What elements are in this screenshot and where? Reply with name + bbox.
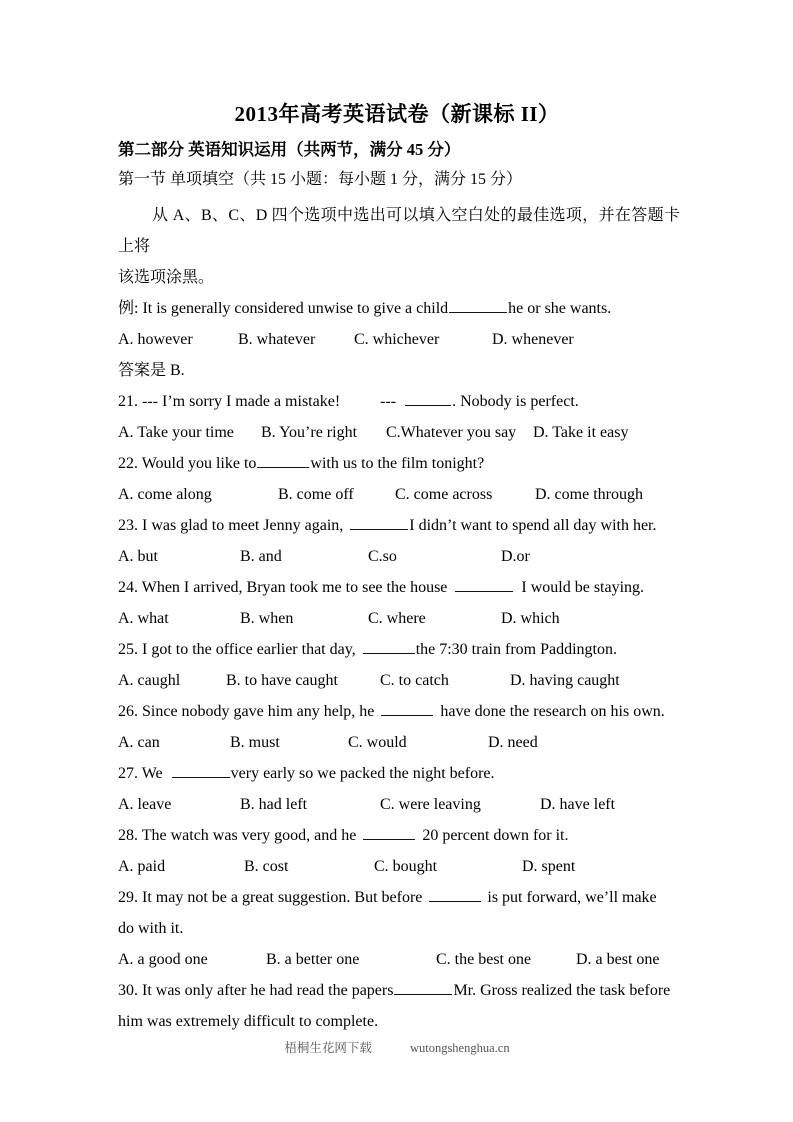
q28-stem-suffix: 20 percent down for it. [422,827,569,844]
option-a: A. however [118,331,193,348]
option-c: C. come across [395,486,493,503]
question-29-options [118,944,680,975]
option-c: C.Whatever you say [386,424,517,441]
question-27-options [118,789,680,820]
footer-site-name: 梧桐生花网下载 [284,1041,372,1055]
instructions-line-2: 该选项涂黑。 [118,269,215,286]
option-c: C. to catch [380,672,449,689]
q25-stem-prefix: 25. I got to the office earlier that day, [118,641,356,658]
option-a: A. can [118,734,160,751]
example-blank [449,298,507,313]
q24-blank [455,577,513,592]
q23-stem-suffix: I didn’t want to spend all day with her. [409,517,657,534]
option-c: C. whichever [354,331,440,348]
question-27-stem [118,758,680,789]
option-b: B. whatever [238,331,316,348]
option-a: A. paid [118,858,166,875]
option-d: D. spent [522,858,576,875]
option-a: A. caughl [118,672,181,689]
question-23-options [118,541,680,572]
q28-stem-prefix: 28. The watch was very good, and he [118,827,357,844]
option-a: A. what [118,610,169,627]
q26-stem-prefix: 26. Since nobody gave him any help, he [118,703,375,720]
page-title: 2013年高考英语试卷（新课标 II） [234,102,560,126]
option-d: D. which [501,610,560,627]
q29-blank [429,887,481,902]
option-c: C. where [368,610,426,627]
option-c: C. bought [374,858,438,875]
q29-stem-prefix: 29. It may not be a great suggestion. But before [118,889,423,906]
q28-blank [363,825,415,840]
question-24-stem [118,572,680,603]
option-a: A. leave [118,796,172,813]
section-heading: 第二部分 英语知识运用（共两节，满分 45 分） [118,140,461,159]
q30-stem-suffix: Mr. Gross realized the task before [453,982,671,999]
q27-blank [172,763,230,778]
q21-stem-prefix: 21. --- I’m sorry I made a mistake! [118,393,341,410]
option-d: D. a best one [576,951,660,968]
instructions-line-1: 从 A、B、C、D 四个选项中选出可以填入空白处的最佳选项，并在答题卡上将 [118,207,680,255]
q27-stem-prefix: 27. We [118,765,163,782]
option-a: A. but [118,548,158,565]
option-a: A. Take your time [118,424,234,441]
question-26-options [118,727,680,758]
option-c: C.so [368,548,397,565]
option-b: B. had left [240,796,308,813]
q22-stem-prefix: 22. Would you like to [118,455,257,472]
example-stem-suffix: he or she wants. [508,300,612,317]
option-d: D. come through [535,486,643,503]
option-b: B. You’re right [261,424,358,441]
question-28-stem [118,820,680,851]
q22-blank [257,453,309,468]
q25-blank [363,639,415,654]
option-a: A. come along [118,486,212,503]
option-b: B. a better one [266,951,360,968]
question-22-stem [118,448,680,479]
example-options [118,324,680,355]
subsection-heading: 第一节 单项填空（共 15 小题：每小题 1 分，满分 15 分） [118,171,523,188]
option-c: C. the best one [436,951,532,968]
question-24-options [118,603,680,634]
question-26-stem [118,696,680,727]
q30-stem-prefix: 30. It was only after he had read the papers [118,982,394,999]
option-c: C. would [348,734,407,751]
option-b: B. come off [278,486,354,503]
option-b: B. must [230,734,280,751]
q23-stem-prefix: 23. I was glad to meet Jenny again, [118,517,344,534]
option-d: D. whenever [492,331,574,348]
question-29-stem-line2: do with it. [118,920,184,937]
question-21-stem [118,386,680,417]
option-b: B. and [240,548,282,565]
option-d: D. have left [540,796,616,813]
footer-site-url: wutongshenghua.cn [409,1041,510,1055]
question-25-options [118,665,680,696]
question-30-stem [118,975,680,1006]
option-b: B. cost [244,858,289,875]
option-c: C. were leaving [380,796,481,813]
q24-stem-suffix: I would be staying. [521,579,645,596]
question-23-stem [118,510,680,541]
example-stem-prefix: 例: It is generally considered unwise to give a child [118,300,449,317]
q25-stem-suffix: the 7:30 train from Paddington. [415,641,617,658]
option-b: B. to have caught [226,672,338,689]
q24-stem-prefix: 24. When I arrived, Bryan took me to see the house [118,579,448,596]
q26-stem-suffix: have done the research on his own. [440,703,665,720]
q21-blank [405,391,451,406]
q30-blank [394,980,452,995]
exam-body [118,200,680,1037]
q21-stem-middle: --- [380,393,397,410]
question-28-options [118,851,680,882]
q22-stem-suffix: with us to the film tonight? [310,455,485,472]
option-d: D. need [488,734,538,751]
q21-stem-suffix: . Nobody is perfect. [452,393,579,410]
q23-blank [350,515,408,530]
q26-blank [381,701,433,716]
question-25-stem [118,634,680,665]
page-footer [118,1038,676,1056]
option-b: B. when [240,610,294,627]
option-d: D.or [501,548,530,565]
question-21-options [118,417,680,448]
question-29-stem [118,882,680,913]
example-stem [118,293,680,324]
question-22-options [118,479,680,510]
question-30-stem-line2: him was extremely difficult to complete. [118,1013,379,1030]
q29-stem-suffix: is put forward, we’ll make [487,889,657,906]
q27-stem-suffix: very early so we packed the night before. [230,765,495,782]
option-d: D. having caught [510,672,620,689]
option-d: D. Take it easy [533,424,629,441]
example-answer: 答案是 B. [118,362,185,379]
option-a: A. a good one [118,951,208,968]
